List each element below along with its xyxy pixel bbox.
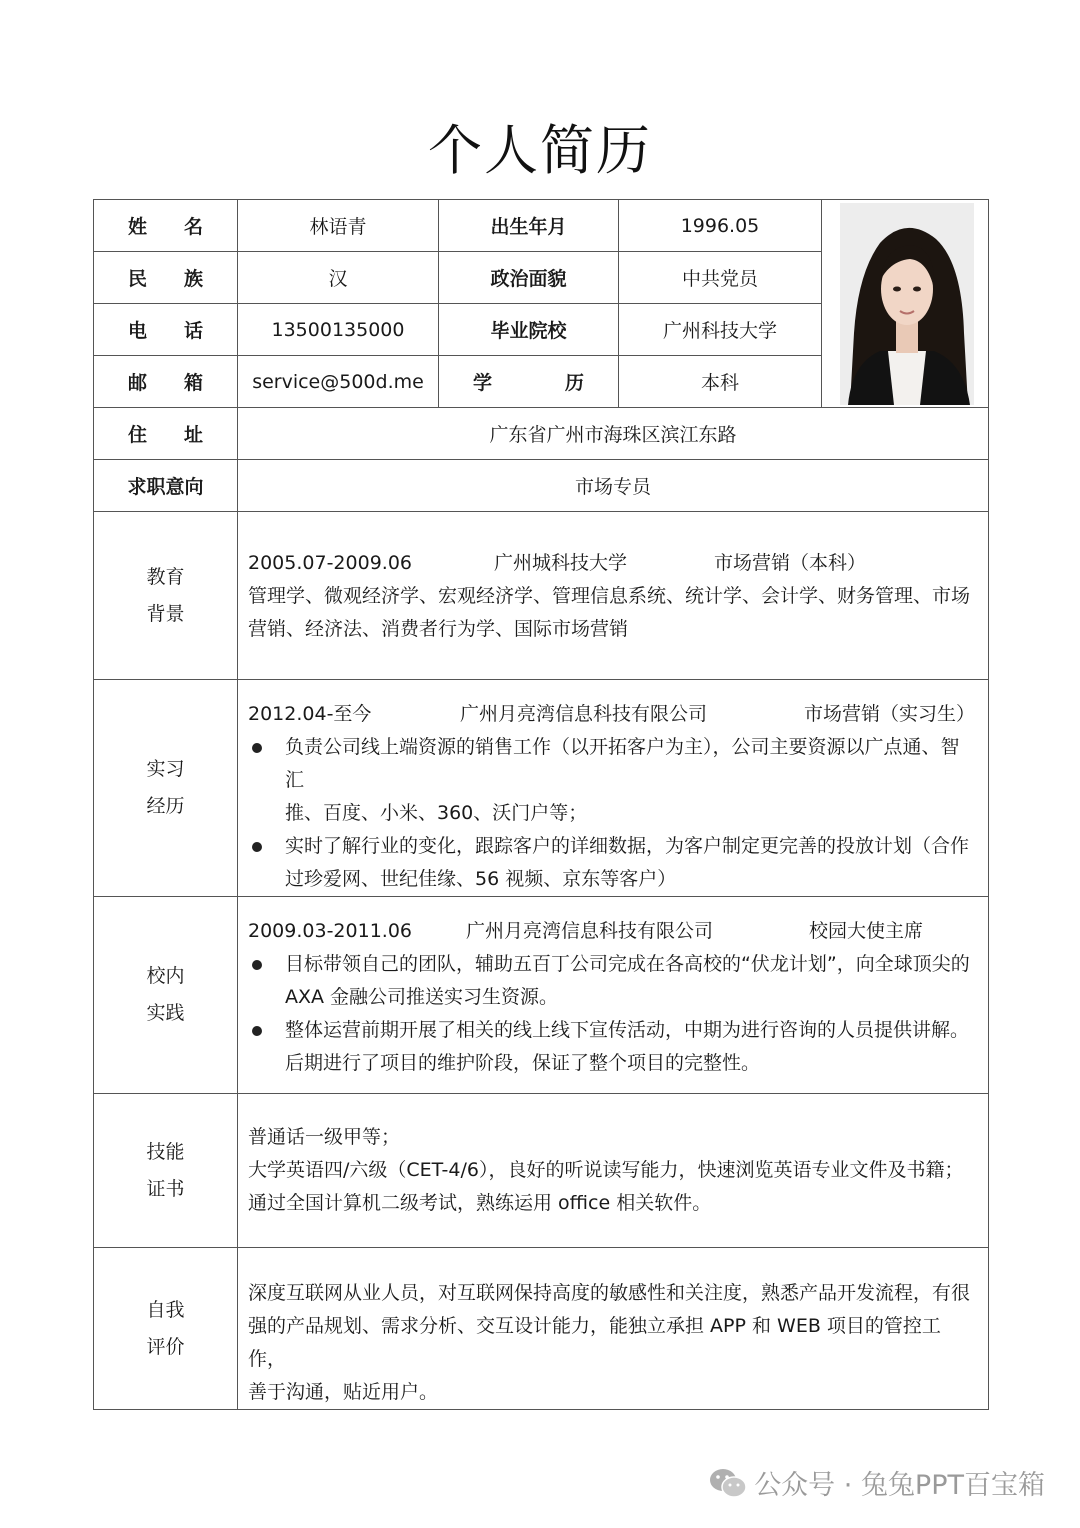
internship-body [238,680,989,897]
skills-body [238,1094,989,1248]
education-school: 广州城科技大学 [494,552,628,574]
campus-bullet-1: 目标带领自己的团队，辅助五百丁公司完成在各高校的“伏龙计划”，向全球顶尖的 AXA 金融公司推送实习生资源。 [248,948,978,1014]
campus-label: 校内 实践 [94,897,238,1094]
email-value: service@500d.me [238,356,439,408]
internship-bullet-1: 负责公司线上端资源的销售工作（以开拓客户为主），公司主要资源以广点通、智汇 推、百度、小米、360、沃门户等； [248,731,978,830]
self-eval-line-2: 强的产品规划、需求分析、交互设计能力，能独立承担 APP 和 WEB 项目的管控工作， [248,1315,941,1370]
education-courses-1: 管理学、微观经济学、宏观经济学、管理信息系统、统计学、会计学、财务管理、市场 [248,585,971,607]
campus-period: 2009.03-2011.06 [248,920,412,942]
internship-period: 2012.04-至今 [248,703,372,725]
intent-label: 求职意向 [94,460,238,512]
intent-value: 市场专员 [238,460,989,512]
self-eval-line-1: 深度互联网从业人员，对互联网保持高度的敏感性和关注度，熟悉产品开发流程，有很 [248,1282,971,1304]
skills-line-3: 通过全国计算机二级考试，熟练运用 office 相关软件。 [248,1192,712,1214]
degree-value: 本科 [619,356,822,408]
internship-label: 实习 经历 [94,680,238,897]
school-label: 毕业院校 [439,304,619,356]
phone-label: 电话 [94,304,238,356]
internship-role: 市场营销（实习生） [804,703,976,725]
wechat-icon [708,1466,748,1500]
watermark [708,1463,1045,1502]
education-body [238,512,989,680]
profile-photo [840,203,974,405]
degree-label: 学历 [439,356,619,408]
politics-value: 中共党员 [619,252,822,304]
portrait-image [840,203,974,405]
self-eval-body [238,1248,989,1410]
education-courses-2: 营销、经济法、消费者行为学、国际市场营销 [248,618,629,640]
education-label: 教育 背景 [94,512,238,680]
skills-line-1: 普通话一级甲等； [248,1126,401,1148]
address-label: 住址 [94,408,238,460]
watermark-text: 公众号 · 兔兔PPT百宝箱 [754,1470,1045,1501]
self-eval-line-3: 善于沟通，贴近用户。 [248,1381,439,1403]
internship-company: 广州月亮湾信息科技有限公司 [460,703,708,725]
email-label: 邮箱 [94,356,238,408]
skills-label: 技能 证书 [94,1094,238,1248]
birth-value: 1996.05 [619,200,822,252]
birth-label: 出生年月 [439,200,619,252]
education-period: 2005.07-2009.06 [248,552,412,574]
ethnic-value: 汉 [238,252,439,304]
page-title: 个人简历 [428,119,652,182]
campus-body [238,897,989,1094]
school-value: 广州科技大学 [619,304,822,356]
internship-header [248,698,978,731]
self-eval-label: 自我 评价 [94,1248,238,1410]
phone-value: 13500135000 [238,304,439,356]
campus-company: 广州月亮湾信息科技有限公司 [466,920,714,942]
internship-bullet-2: 实时了解行业的变化，跟踪客户的详细数据，为客户制定更完善的投放计划（合作 过珍爱网、世纪佳缘、56 视频、京东等客户） [248,830,978,896]
photo-cell [822,200,989,408]
campus-role: 校园大使主席 [809,920,924,942]
campus-bullet-2: 整体运营前期开展了相关的线上线下宣传活动，中期为进行咨询的人员提供讲解。 后期进行了项目的维护阶段，保证了整个项目的完整性。 [248,1014,978,1080]
campus-header [248,915,978,948]
address-value: 广东省广州市海珠区滨江东路 [238,408,989,460]
education-header [248,547,978,580]
politics-label: 政治面貌 [439,252,619,304]
name-label: 姓名 [94,200,238,252]
ethnic-label: 民族 [94,252,238,304]
name-value: 林语青 [238,200,439,252]
education-major: 市场营销（本科） [714,552,867,574]
resume-table [93,199,989,1410]
skills-line-2: 大学英语四/六级（CET-4/6），良好的听说读写能力，快速浏览英语专业文件及书籍； [248,1159,964,1181]
